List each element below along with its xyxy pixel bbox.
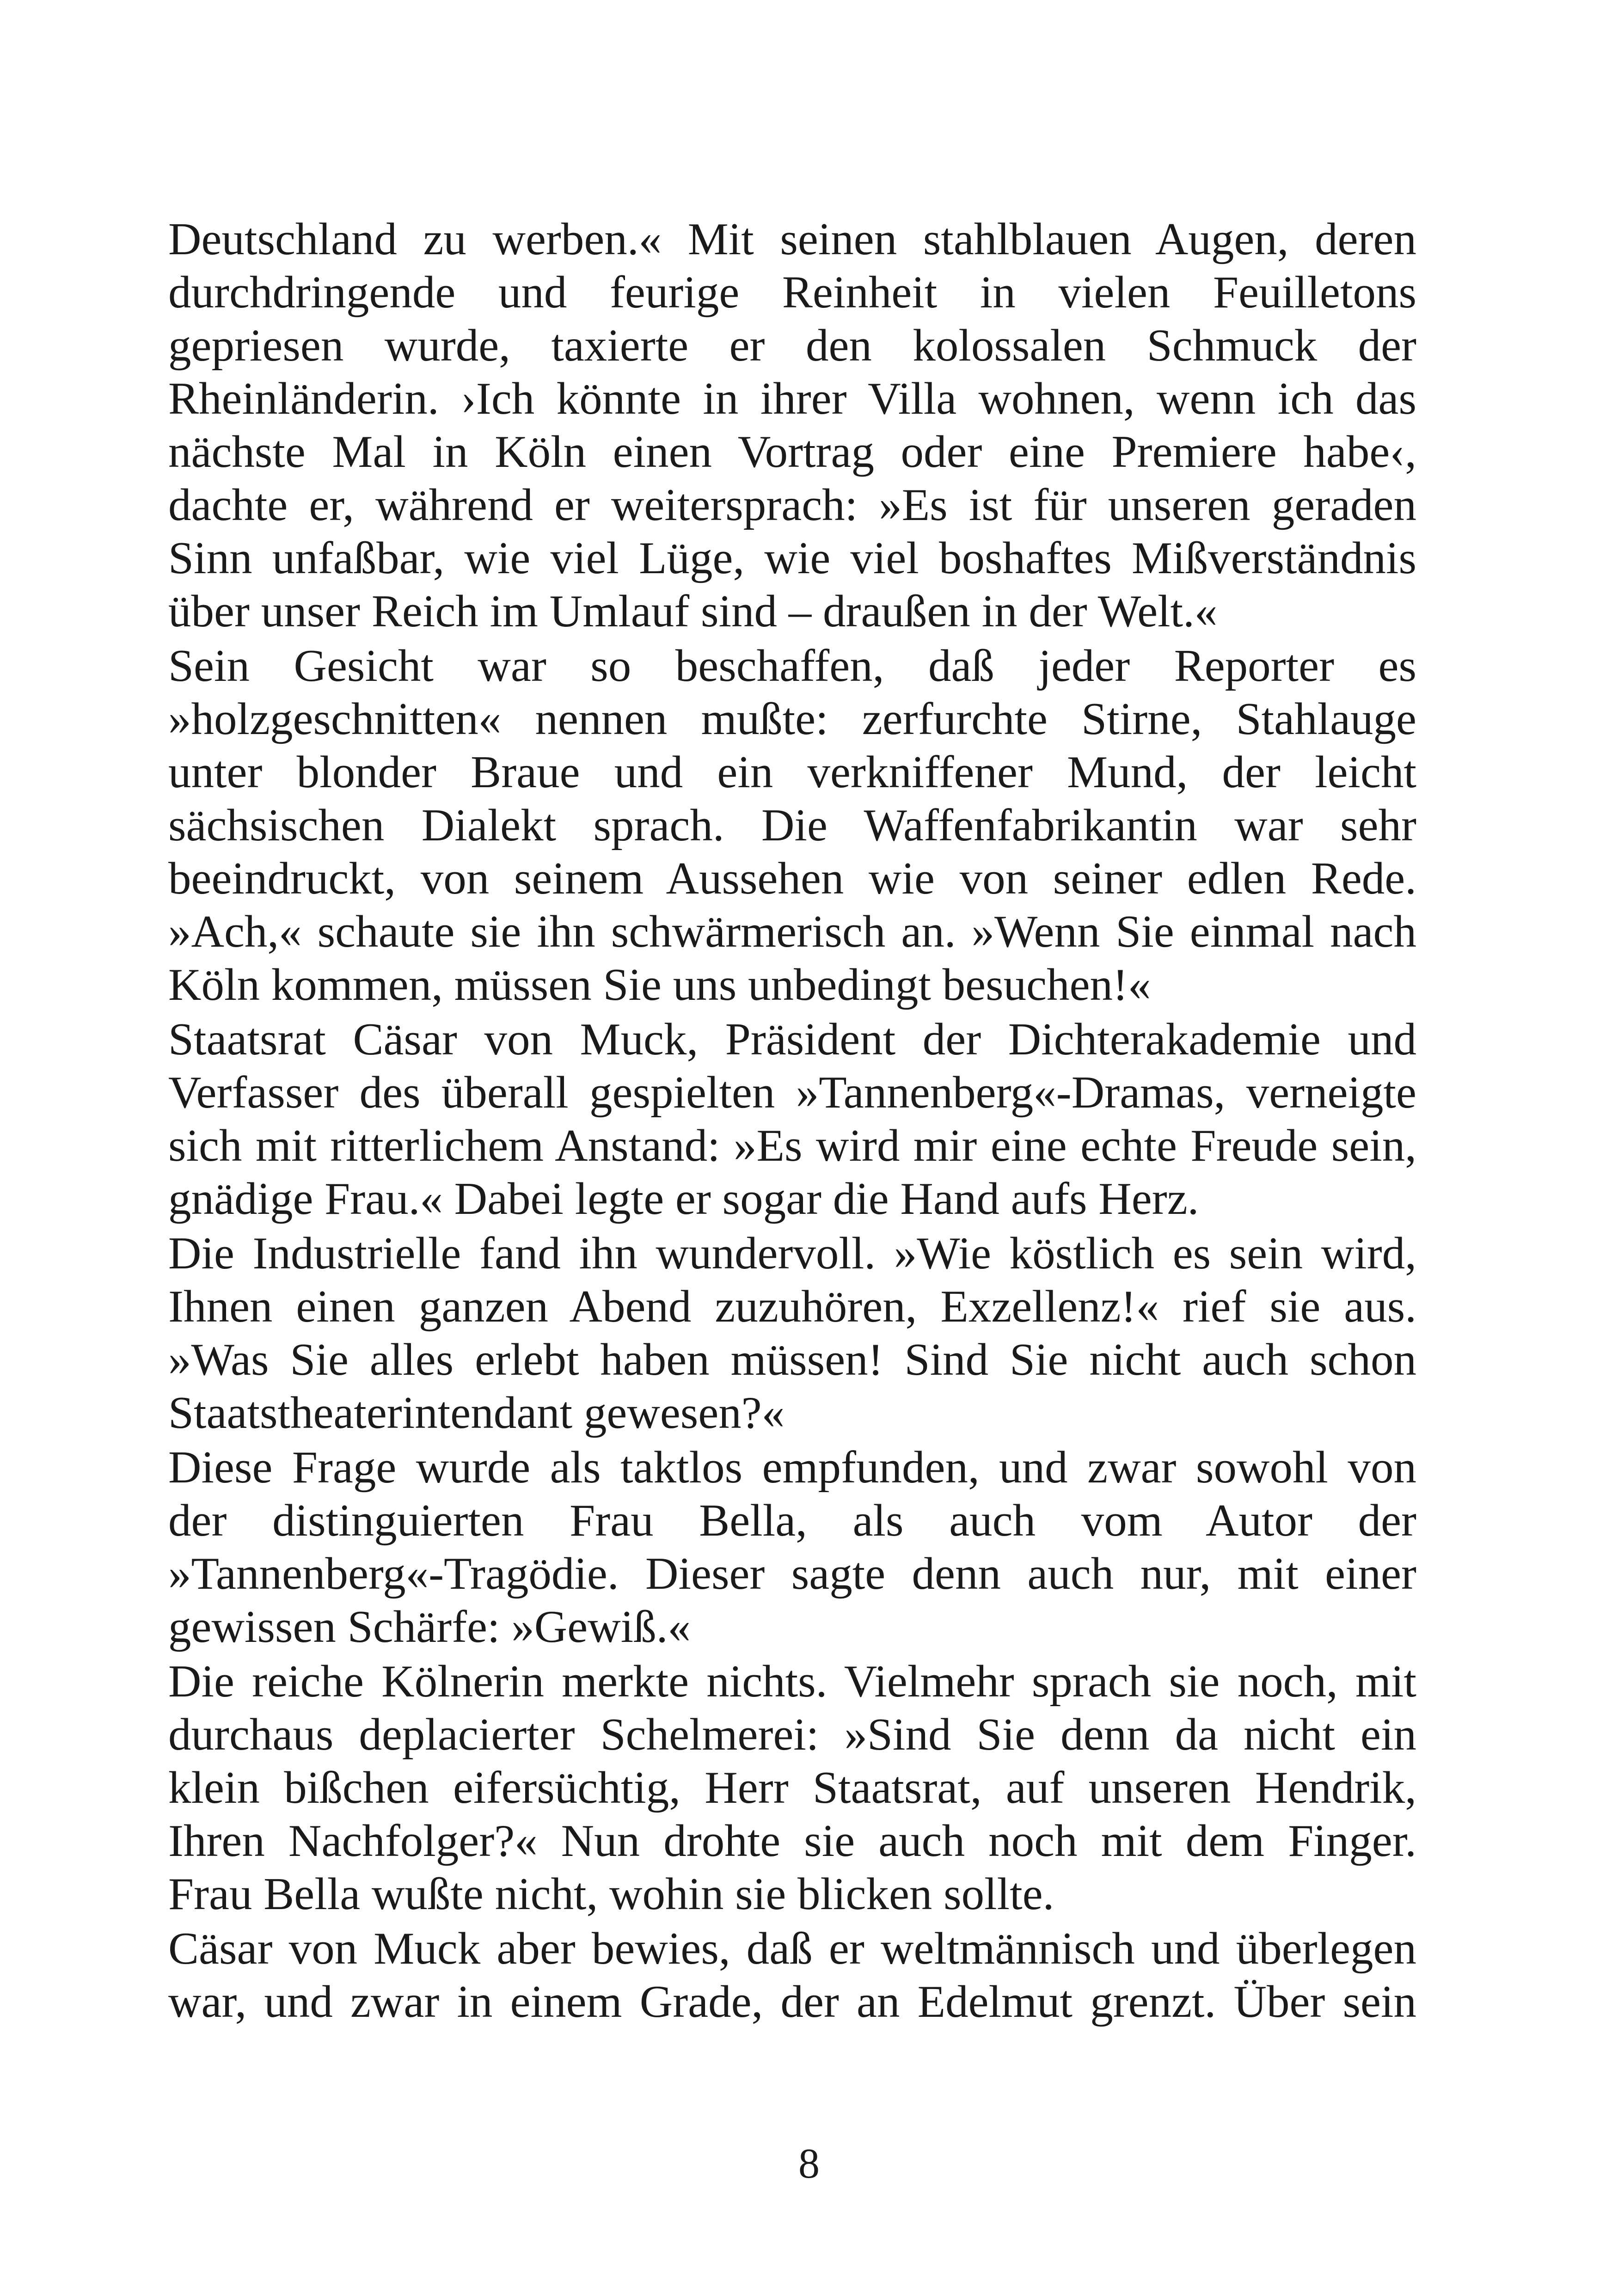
- paragraph: [168, 1922, 1416, 2028]
- text-line: Ihnen einen ganzen Abend zuzuhören, Exzellenz!« rief sie aus.: [168, 1281, 1416, 1332]
- text-line: Frau Bella wußte nicht, wohin sie blicken sollte.: [168, 1869, 1054, 1919]
- text-line: Deutschland zu werben.« Mit seinen stahlblauen Augen, deren: [168, 214, 1416, 264]
- text-line: gnädige Frau.« Dabei legte er sogar die Hand aufs Herz.: [168, 1174, 1199, 1224]
- text-line: Sinn unfaßbar, wie viel Lüge, wie viel boshaftes Mißverständnis: [168, 533, 1416, 583]
- text-line: sich mit ritterlichem Anstand: »Es wird mir eine echte Freude sein,: [168, 1120, 1416, 1171]
- paragraph: [168, 213, 1416, 638]
- text-line: »holzgeschnitten« nennen mußte: zerfurchte Stirne, Stahlauge: [168, 694, 1416, 744]
- text-line: Sein Gesicht war so beschaffen, daß jeder Reporter es: [168, 641, 1416, 691]
- text-line: klein bißchen eifersüchtig, Herr Staatsrat, auf unseren Hendrik,: [168, 1763, 1416, 1813]
- text-line: nächste Mal in Köln einen Vortrag oder eine Premiere habe‹,: [168, 427, 1416, 477]
- paragraph: [168, 639, 1416, 1011]
- page-number: 8: [798, 2140, 820, 2187]
- text-line: Rheinländerin. ›Ich könnte in ihrer Villa wohnen, wenn ich das: [168, 373, 1416, 424]
- paragraph: [168, 1441, 1416, 1653]
- text-line: Diese Frage wurde als taktlos empfunden, und zwar sowohl von: [168, 1442, 1416, 1493]
- text-line: unter blonder Braue und ein verkniffener Mund, der leicht: [168, 747, 1416, 797]
- text-line: Die Industrielle fand ihn wundervoll. »Wie köstlich es sein wird,: [168, 1228, 1416, 1279]
- paragraph: [168, 1655, 1416, 1921]
- text-line: sächsischen Dialekt sprach. Die Waffenfabrikantin war sehr: [168, 800, 1416, 851]
- text-line: Ihren Nachfolger?« Nun drohte sie auch noch mit dem Finger.: [168, 1816, 1416, 1866]
- text-line: Staatstheaterintendant gewesen?«: [168, 1388, 785, 1438]
- text-line: Cäsar von Muck aber bewies, daß er weltmännisch und überlegen: [168, 1923, 1416, 1974]
- text-line: gewissen Schärfe: »Gewiß.«: [168, 1602, 691, 1652]
- text-line: »Ach,« schaute sie ihn schwärmerisch an. »Wenn Sie einmal nach: [168, 906, 1416, 957]
- text-line: der distinguierten Frau Bella, als auch vom Autor der: [168, 1495, 1416, 1546]
- text-line: gepriesen wurde, taxierte er den kolossalen Schmuck der: [168, 320, 1416, 371]
- text-line: durchdringende und feurige Reinheit in vielen Feuilletons: [168, 267, 1416, 318]
- text-line: beeindruckt, von seinem Aussehen wie von seiner edlen Rede.: [168, 853, 1416, 904]
- body-text: [168, 213, 1416, 2030]
- text-line: war, und zwar in einem Grade, der an Edelmut grenzt. Über sein: [168, 1977, 1416, 2027]
- text-line: Staatsrat Cäsar von Muck, Präsident der Dichterakademie und: [168, 1014, 1416, 1065]
- text-line: Die reiche Kölnerin merkte nichts. Vielmehr sprach sie noch, mit: [168, 1656, 1416, 1707]
- text-line: durchaus deplacierter Schelmerei: »Sind Sie denn da nicht ein: [168, 1709, 1416, 1760]
- text-line: über unser Reich im Umlauf sind – draußen in der Welt.«: [168, 586, 1218, 637]
- text-line: »Was Sie alles erlebt haben müssen! Sind Sie nicht auch schon: [168, 1335, 1416, 1385]
- text-line: Verfasser des überall gespielten »Tannenberg«-Dramas, verneigte: [168, 1067, 1416, 1118]
- text-line: dachte er, während er weitersprach: »Es ist für unseren geraden: [168, 480, 1416, 530]
- text-line: »Tannenberg«-Tragödie. Dieser sagte denn auch nur, mit einer: [168, 1549, 1416, 1599]
- text-line: Köln kommen, müssen Sie uns unbedingt besuchen!«: [168, 960, 1151, 1010]
- paragraph: [168, 1013, 1416, 1225]
- paragraph: [168, 1227, 1416, 1439]
